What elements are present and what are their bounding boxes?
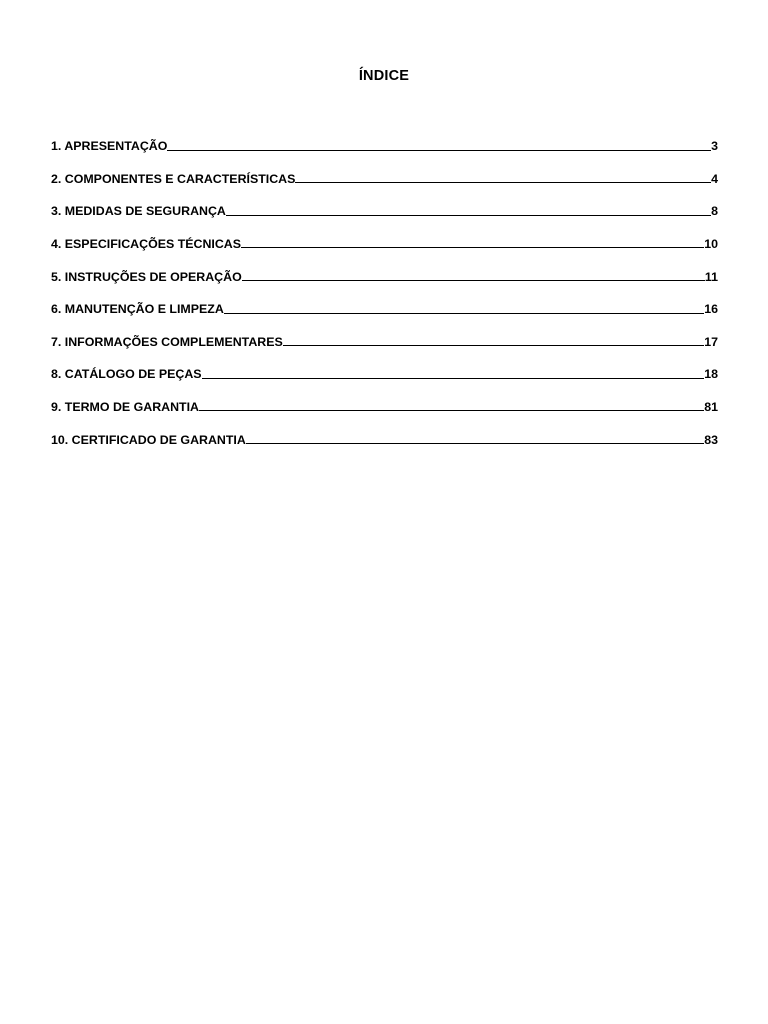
- toc-entry-label: 4. ESPECIFICAÇÕES TÉCNICAS: [51, 236, 242, 251]
- toc-entry-label: 8. CATÁLOGO DE PEÇAS: [51, 367, 202, 382]
- table-of-contents: [51, 120, 718, 446]
- toc-entry-label: 2. COMPONENTES E CARACTERÍSTICAS: [51, 171, 296, 186]
- toc-entry-page: 83: [704, 432, 718, 447]
- toc-entry: [51, 316, 718, 349]
- toc-leader-line: [224, 313, 704, 314]
- toc-entry: [51, 185, 718, 218]
- toc-entry: [51, 153, 718, 186]
- toc-leader-line: [226, 215, 711, 216]
- toc-entry: [51, 218, 718, 251]
- toc-leader-line: [241, 247, 704, 248]
- toc-entry-label: 9. TERMO DE GARANTIA: [51, 399, 200, 414]
- toc-entry: [51, 120, 718, 153]
- toc-entry-page: 18: [704, 367, 718, 382]
- toc-entry-label: 5. INSTRUÇÕES DE OPERAÇÃO: [51, 269, 242, 284]
- toc-entry-label: 7. INFORMAÇÕES COMPLEMENTARES: [51, 334, 283, 349]
- toc-leader-line: [199, 410, 704, 411]
- toc-entry: [51, 250, 718, 283]
- toc-entry-label: 10. CERTIFICADO DE GARANTIA: [51, 432, 246, 447]
- toc-leader-line: [242, 280, 705, 281]
- toc-leader-line: [202, 378, 705, 379]
- toc-entry-page: 16: [704, 302, 718, 317]
- toc-entry-page: 11: [704, 269, 718, 284]
- toc-leader-line: [283, 345, 704, 346]
- toc-entry: [51, 283, 718, 316]
- toc-entry-page: 8: [711, 204, 718, 219]
- toc-leader-line: [167, 150, 711, 151]
- toc-entry-label: 1. APRESENTAÇÃO: [51, 139, 168, 154]
- toc-entry-label: 3. MEDIDAS DE SEGURANÇA: [51, 204, 226, 219]
- toc-leader-line: [295, 182, 711, 183]
- toc-entry: [51, 381, 718, 414]
- toc-entry: [51, 348, 718, 381]
- toc-entry-page: 17: [704, 334, 718, 349]
- toc-entry-page: 4: [711, 171, 718, 186]
- toc-entry-page: 10: [704, 236, 718, 251]
- toc-entry-page: 81: [704, 399, 718, 414]
- toc-entry-label: 6. MANUTENÇÃO E LIMPEZA: [51, 302, 224, 317]
- toc-entry: [51, 413, 718, 446]
- toc-entry-page: 3: [711, 139, 718, 154]
- page-title: ÍNDICE: [358, 68, 410, 84]
- toc-leader-line: [246, 443, 704, 444]
